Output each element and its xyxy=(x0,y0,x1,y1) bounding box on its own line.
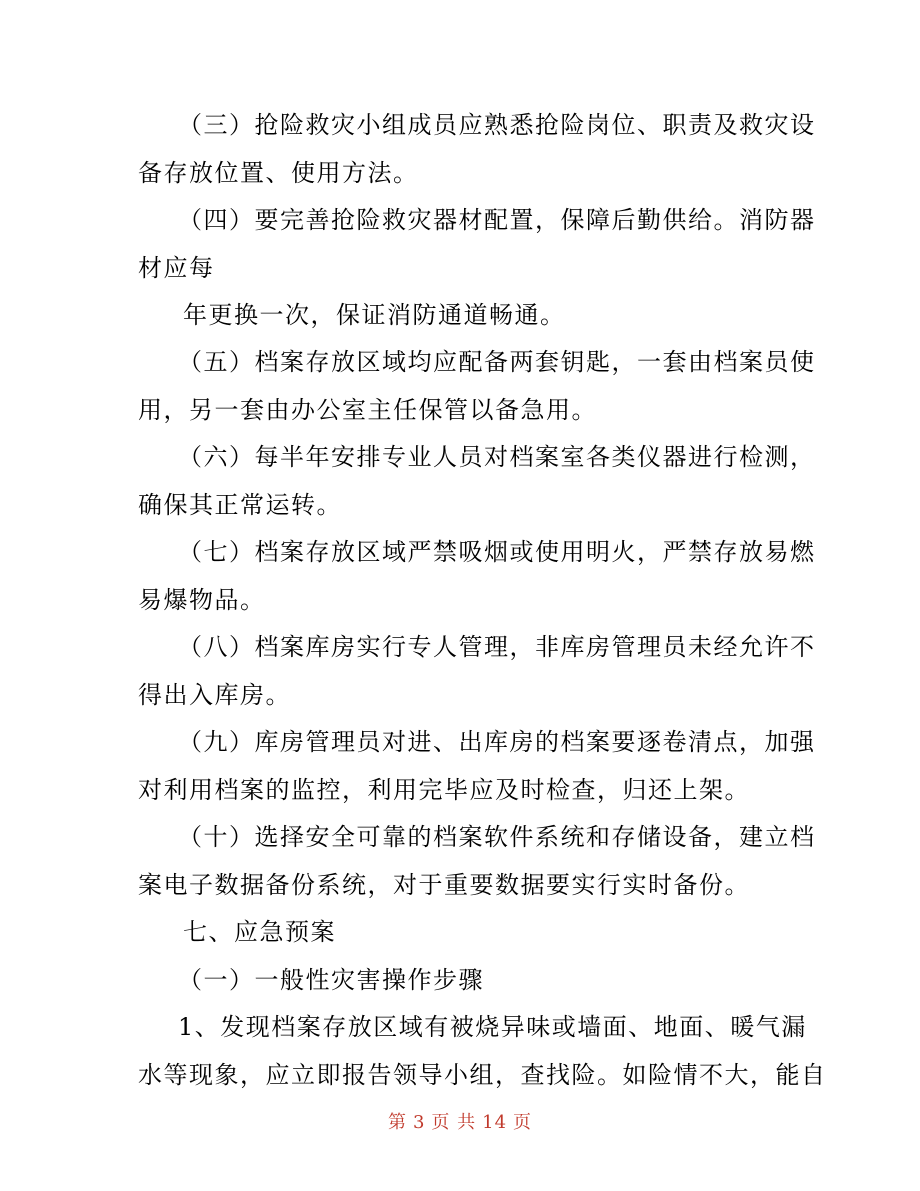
footer-total-pages: 14 xyxy=(482,1112,508,1133)
text-line: （九）库房管理员对进、出库房的档案要逐卷清点，加强 xyxy=(178,728,816,756)
section-heading: 七、应急预案 xyxy=(183,918,336,946)
text-line: 确保其正常运转。 xyxy=(138,491,342,519)
text-line: 1、发现档案存放区域有被烧异味或墙面、地面、暖气漏 xyxy=(178,1013,807,1041)
text-line: （五）档案存放区域均应配备两套钥匙，一套由档案员使 xyxy=(178,348,816,376)
text-line: （十）选择安全可靠的档案软件系统和存储设备，建立档 xyxy=(178,823,816,851)
subsection-heading: （一）一般性灾害操作步骤 xyxy=(178,966,484,994)
text-line: 对利用档案的监控，利用完毕应及时检查，归还上架。 xyxy=(138,776,750,804)
footer-page-number: 3 xyxy=(412,1112,426,1133)
text-line: 得出入库房。 xyxy=(138,681,291,709)
text-line: 年更换一次，保证消防通道畅通。 xyxy=(183,301,566,329)
text-line: 材应每 xyxy=(138,254,215,282)
text-line: （八）档案库房实行专人管理，非库房管理员未经允许不 xyxy=(178,633,816,661)
text-line: （三）抢险救灾小组成员应熟悉抢险岗位、职责及救灾设 xyxy=(178,111,816,139)
text-line: 易爆物品。 xyxy=(138,586,266,614)
text-line: （七）档案存放区域严禁吸烟或使用明火，严禁存放易燃 xyxy=(178,538,816,566)
text-line: 用，另一套由办公室主任保管以备急用。 xyxy=(138,396,597,424)
text-line: （六）每半年安排专业人员对档案室各类仪器进行检测， xyxy=(178,443,816,471)
text-line: （四）要完善抢险救灾器材配置，保障后勤供给。消防器 xyxy=(178,206,816,234)
text-line: 备存放位置、使用方法。 xyxy=(138,159,419,187)
footer-middle: 页 共 xyxy=(431,1112,477,1133)
footer-suffix: 页 xyxy=(513,1112,533,1133)
text-line: 水等现象，应立即报告领导小组，查找险。如险情不大，能自 xyxy=(138,1061,827,1089)
text-line: 案电子数据备份系统，对于重要数据要实行实时备份。 xyxy=(138,871,750,899)
page-footer xyxy=(0,1111,920,1135)
footer-prefix: 第 xyxy=(387,1112,407,1133)
